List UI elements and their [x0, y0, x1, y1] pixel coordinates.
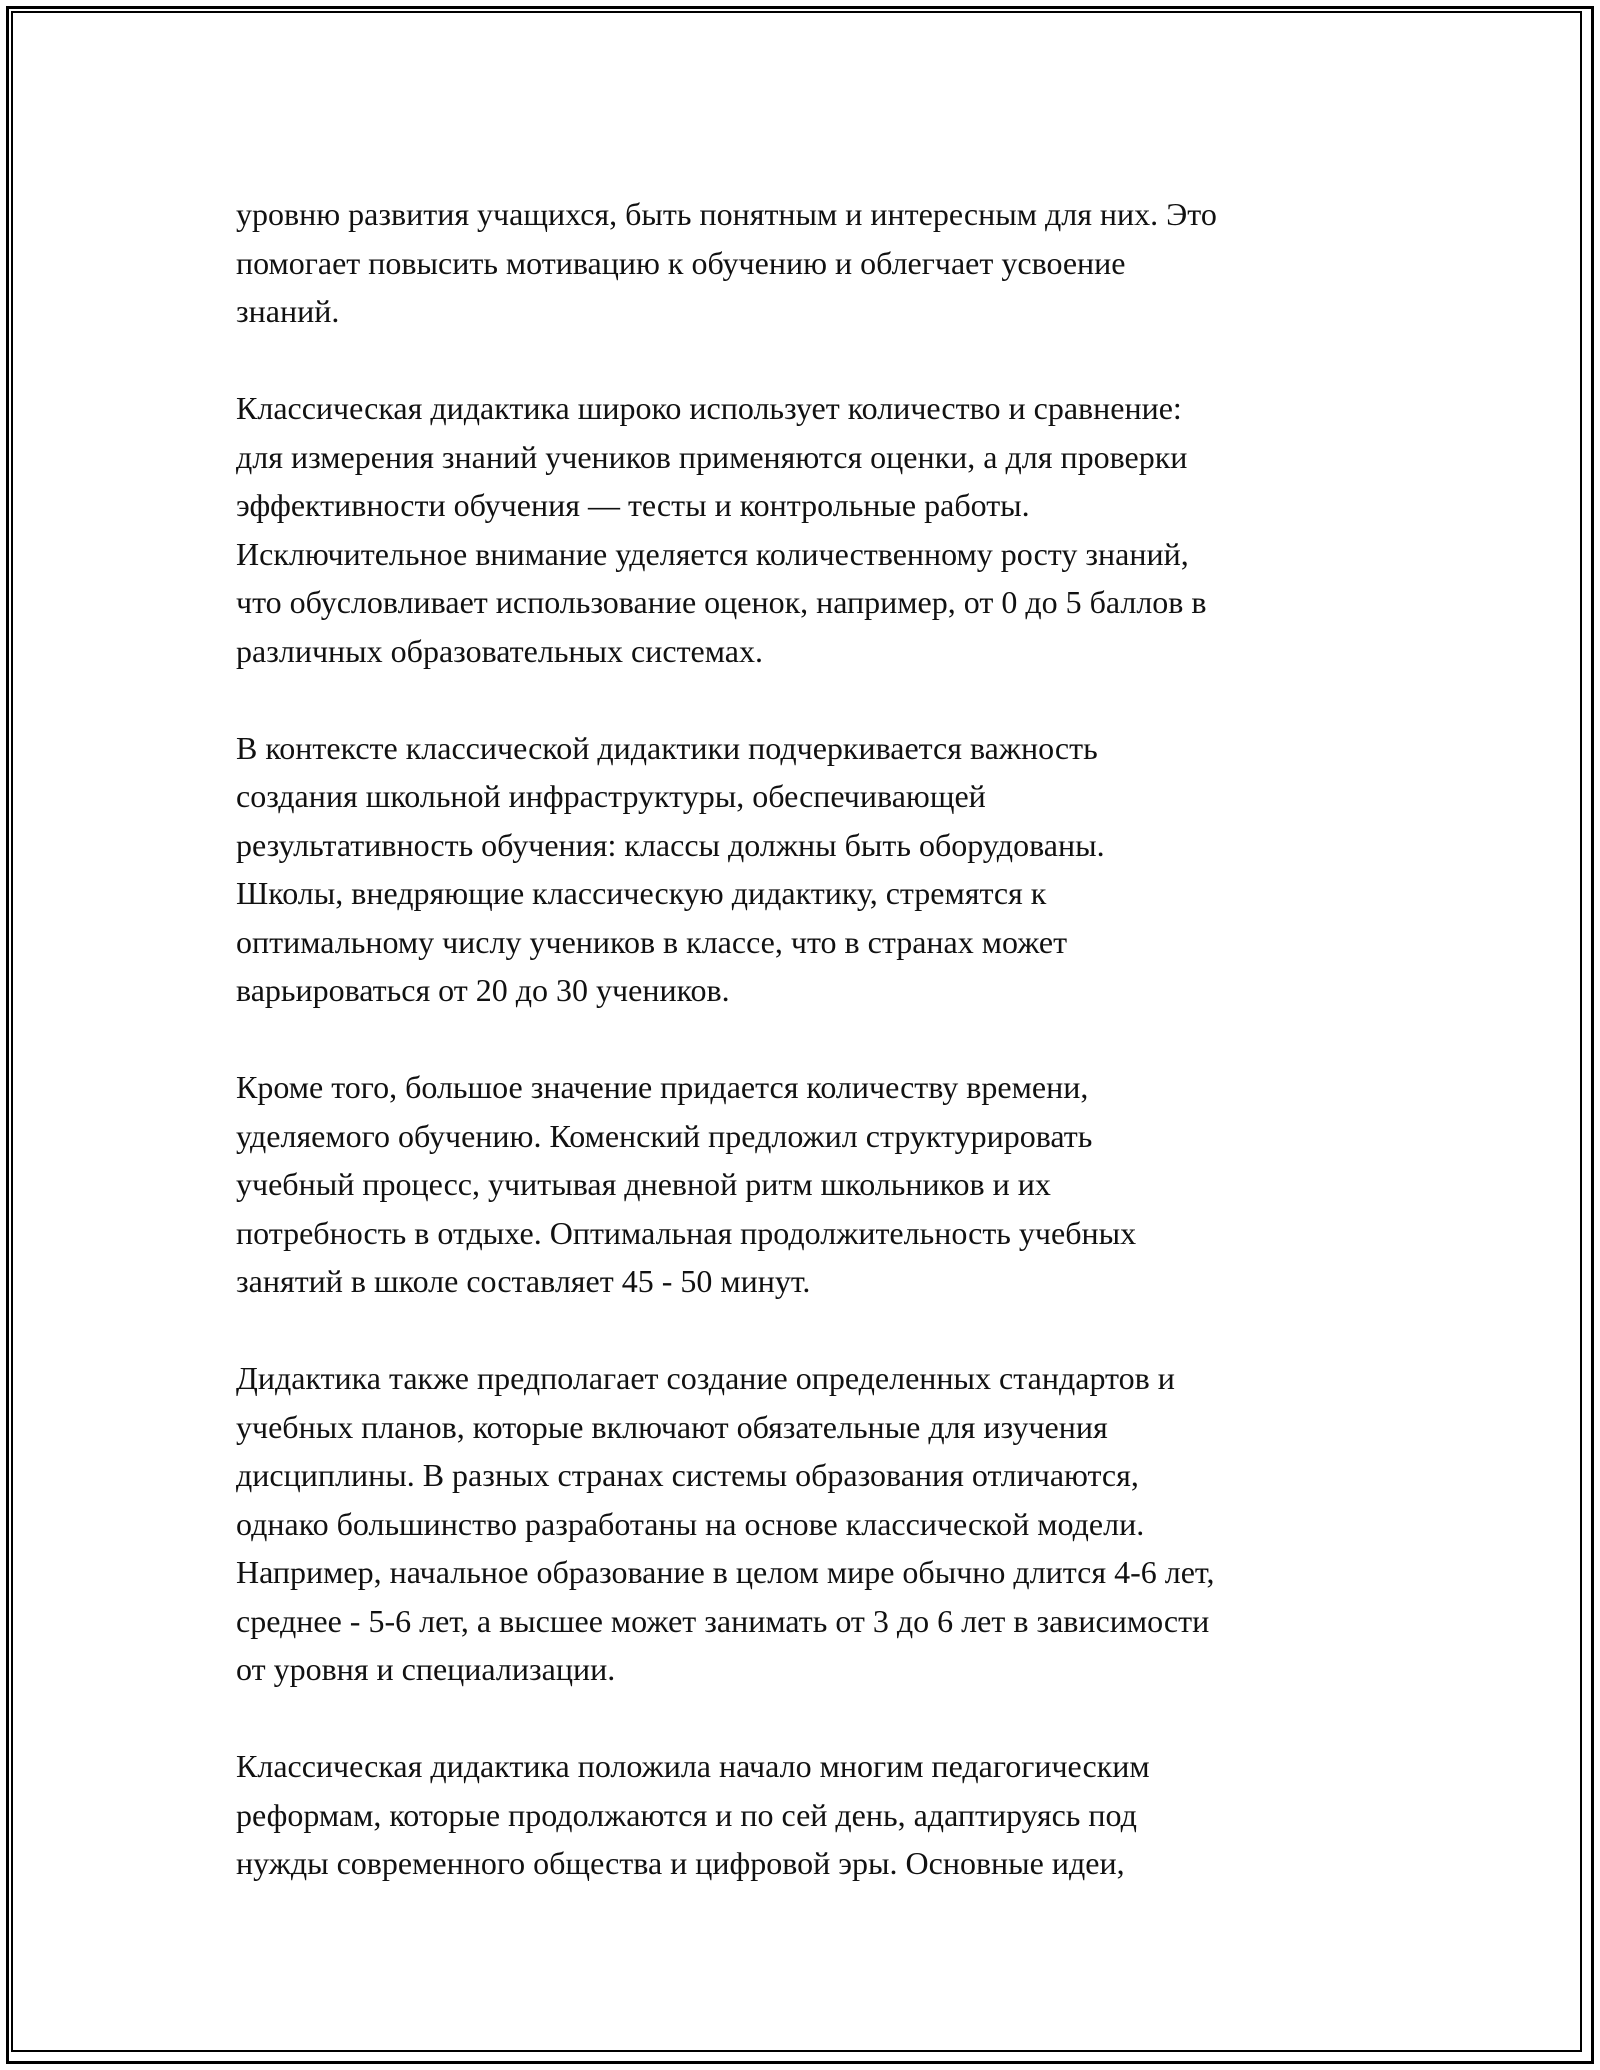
text-line: Например, начальное образование в целом мире обычно длится 4-6 лет, [236, 1554, 1215, 1590]
text-line: Исключительное внимание уделяется количественному росту знаний, [236, 535, 1189, 572]
text-line: однако большинство разработаны на основе классической модели. [236, 1505, 1145, 1542]
text-line: занятий в школе составляет 45 - 50 минут. [236, 1263, 811, 1299]
text-line: потребность в отдыхе. Оптимальная продолжительность учебных [236, 1214, 1137, 1251]
text-line: учебный процесс, учитывая дневной ритм школьников и их [236, 1166, 1051, 1202]
text-line: результативность обучения: классы должны быть оборудованы. [236, 826, 1105, 863]
text-line: Дидактика также предполагает создание определенных стандартов и [236, 1360, 1175, 1396]
paragraph-4 [236, 1063, 1396, 1306]
paragraph-5 [236, 1354, 1396, 1694]
text-line: уделяемого обучению. Коменский предложил структурировать [236, 1117, 1093, 1154]
text-line: нужды современного общества и цифровой эры. Основные идеи, [236, 1845, 1125, 1881]
paragraph-6 [236, 1742, 1396, 1888]
text-line: оптимальному числу учеников в классе, что в странах может [236, 923, 1068, 960]
text-line: создания школьной инфраструктуры, обеспечивающей [236, 778, 986, 814]
text-line: дисциплины. В разных странах системы образования отличаются, [236, 1457, 1139, 1493]
text-line: эффективности обучения — тесты и контрольные работы. [236, 487, 1030, 523]
text-line: реформам, которые продолжаются и по сей день, адаптируясь под [236, 1796, 1137, 1833]
text-line: Кроме того, большое значение придается количеству времени, [236, 1069, 1089, 1105]
paragraph-1 [236, 190, 1396, 336]
text-line: помогает повысить мотивацию к обучению и облегчает усвоение [236, 244, 1126, 281]
text-line: Классическая дидактика положила начало многим педагогическим [236, 1748, 1150, 1784]
text-line: В контексте классической дидактики подчеркивается важность [236, 729, 1098, 766]
text-line: различных образовательных системах. [236, 632, 763, 669]
text-line: варьироваться от 20 до 30 учеников. [236, 972, 730, 1008]
paragraph-2 [236, 384, 1396, 675]
text-line: что обусловливает использование оценок, например, от 0 до 5 баллов в [236, 584, 1207, 620]
text-line: от уровня и специализации. [236, 1651, 616, 1687]
text-line: уровню развития учащихся, быть понятным и интересным для них. Это [236, 196, 1217, 232]
text-line: учебных планов, которые включают обязательные для изучения [236, 1408, 1108, 1445]
text-line: среднее - 5-6 лет, а высшее может занимать от 3 до 6 лет в зависимости [236, 1602, 1210, 1639]
page-body [236, 190, 1396, 1936]
paragraph-3 [236, 724, 1396, 1015]
text-line: знаний. [236, 293, 340, 329]
text-line: Школы, внедряющие классическую дидактику, стремятся к [236, 875, 1047, 911]
text-line: Классическая дидактика широко использует количество и сравнение: [236, 390, 1182, 426]
text-line: для измерения знаний учеников применяются оценки, а для проверки [236, 438, 1188, 475]
